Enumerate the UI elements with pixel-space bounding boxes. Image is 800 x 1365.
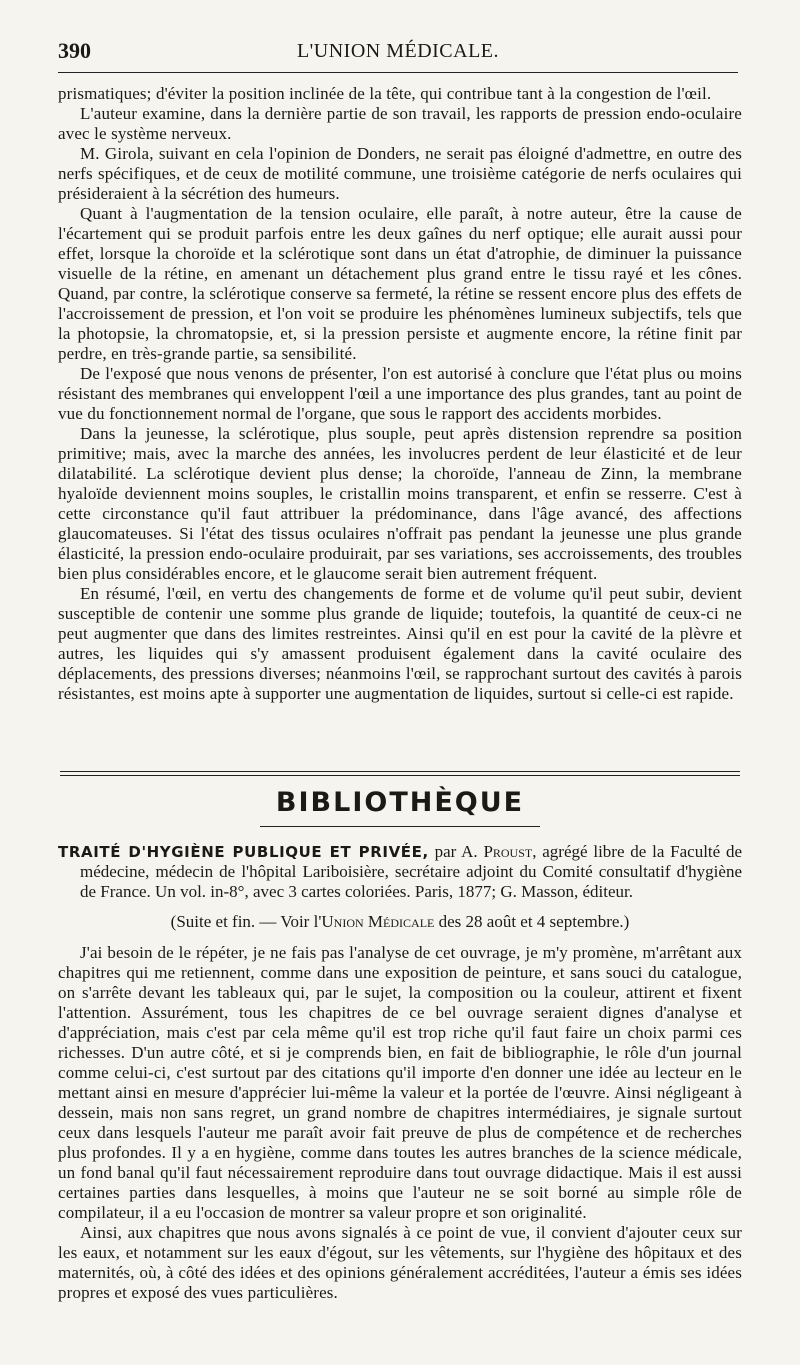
article-paragraph: L'auteur examine, dans la dernière partie de son travail, les rapports de pression endo-oculaire avec le système nerveux. [58,104,742,143]
book-title: TRAITÉ D'HYGIÈNE PUBLIQUE ET PRIVÉE, [58,843,429,861]
article-paragraph: Dans la jeunesse, la sclérotique, plus souple, peut après distension reprendre sa position primitive; mais, avec la marche des années, les involucres perdent de leur élasticité et de leur dilatabilité. La sclérotique devient plus dense; la choroïde, l'anneau de Zinn, la membrane hyaloïde deviennent moins souples, le cristallin moins transparent, et enfin se resserre. C'est à cette circonstance qu'il faut attribuer la prédominance, dans l'âge avancé, des affections glaucomateuses. Si l'état des tissus oculaires n'offrait pas pendant la jeunesse une plus grande élasticité, la pression endo-oculaire produirait, par ses variations, ses accroissements, des troubles bien plus considérables encore, et le glaucome serait bien autrement fréquent. [58,424,742,583]
continuation-prefix: (Suite et fin. — Voir l' [170,912,322,931]
header-rule [58,72,738,73]
book-details: , agrégé libre de la Faculté de médecine, médecin de l'hôpital Lariboisière, secrétaire adjoint du Comité consultatif d'hygiène de France. Un vol. in-8°, avec 3 cartes coloriées. Paris, 1877; G. Masson, éditeur. [80,842,743,901]
article-paragraph: M. Girola, suivant en cela l'opinion de Donders, ne serait pas éloigné d'admettre, en outre des nerfs spécifiques, et de ceux de motilité commune, une troisième catégorie de nerfs oculaires qui présideraient à la sécrétion des humeurs. [58,144,742,203]
page-number: 390 [58,38,91,63]
section-rule [60,771,740,772]
continuation-suffix: des 28 août et 4 septembre.) [434,912,630,931]
book-author: Proust [483,842,533,861]
article-body [58,84,742,704]
article-paragraph: De l'exposé que nous venons de présenter, l'on est autorisé à conclure que l'état plus ou moins résistant des membranes qui enveloppent l'œil a une importance des plus grandes, tant au point de vue du fonctionnement normal de l'organe, que sous le rapport des accidents morbides. [58,364,742,423]
page-header [58,38,738,66]
review-paragraph: Ainsi, aux chapitres que nous avons signalés à ce point de vue, il convient d'ajouter ceux sur les eaux, et notamment sur les eaux d'égout, sur les vêtements, sur l'hygiène des hôpitaux et des maternités, où, à côté des idées et des opinions généralement accréditées, l'auteur a émis ses idées propres et exposé des vues particulières. [58,1223,742,1302]
article-paragraph: prismatiques; d'éviter la position inclinée de la tête, qui contribue tant à la congestion de l'œil. [58,84,712,103]
section-title-underline [260,826,540,827]
section-rule-thin [60,775,740,776]
section-title: BIBLIOTHÈQUE [275,787,525,818]
book-by: par A. [428,842,484,861]
article-paragraph: En résumé, l'œil, en vertu des changements de forme et de volume qu'il peut subir, devient susceptible de contenir une somme plus grande de liquide; toutefois, la quantité de ceux-ci ne peut augmenter que dans des limites restreintes. Ainsi qu'il en est pour la cavité de la plèvre et autres, les liquides qui s'y amassent produisent également dans la cavité oculaire des déplacements, des pressions diverses; néanmoins l'œil, se rapprochant surtout des cavités à parois résistantes, est moins apte à supporter une augmentation de liquides, surtout si celle-ci est rapide. [58,584,742,703]
running-title: L'UNION MÉDICALE. [296,40,500,62]
journal-name: Union Médicale [321,912,435,931]
article-paragraph: Quant à l'augmentation de la tension oculaire, elle paraît, à notre auteur, être la cause de l'écartement qui se produit parfois entre les deux gaînes du nerf optique; elle aurait aussi pour effet, lorsque la choroïde et la sclérotique sont dans un état d'atrophie, de diminuer la puissance visuelle de la rétine, en amenant un détachement plus grand entre le tissu rayé et les cônes. Quand, par contre, la sclérotique conserve sa fermeté, la rétine se ressent encore plus des effets de l'accroissement de pression, et l'on voit se produire les phénomènes lumineux subjectifs, tels que la photopsie, la chromatopsie, et, si la pression persiste et augmente encore, la rétine finit par perdre, en très-grande partie, sa sensibilité. [58,204,742,363]
book-citation [58,842,742,902]
review-paragraph: J'ai besoin de le répéter, je ne fais pas l'analyse de cet ouvrage, je m'y promène, m'arrêtant aux chapitres qui me retiennent, comme dans une exposition de peinture, et sans souci du catalogue, on s'arrête devant les tableaux qui, par le sujet, la composition ou la couleur, attirent et fixent l'attention. Assurément, tous les chapitres de ce bel ouvrage seraient dignes d'analyse et d'appréciation, mais c'est par cela même qu'il est trop riche qu'il faut faire un choix parmi ces richesses. D'un autre côté, et si je comprends bien, en fait de bibliographie, le rôle d'un journal comme celui-ci, c'est surtout par des citations qu'il importe d'en donner une idée au lecteur en le mettant ainsi en mesure d'apprécier lui-même la valeur et la portée de l'œuvre. Ainsi négligeant à dessein, mais non sans regret, un grand nombre de chapitres intermédiaires, je signale surtout ceux dans lesquels l'auteur me paraît avoir fait preuve de plus de compétence et de recherches plus profondes. Il y a en hygiène, comme dans toutes les autres branches de la science médicale, un fond banal qu'il faut nécessairement reproduire dans tout ouvrage didactique. Mais il est aussi certaines parties dans lesquelles, à moins que l'auteur ne se soit borné au simple rôle de compilateur, il a eu l'occasion de montrer sa valeur propre et son originalité. [58,943,742,1222]
review-body [58,943,742,1303]
continuation-note [58,912,742,932]
